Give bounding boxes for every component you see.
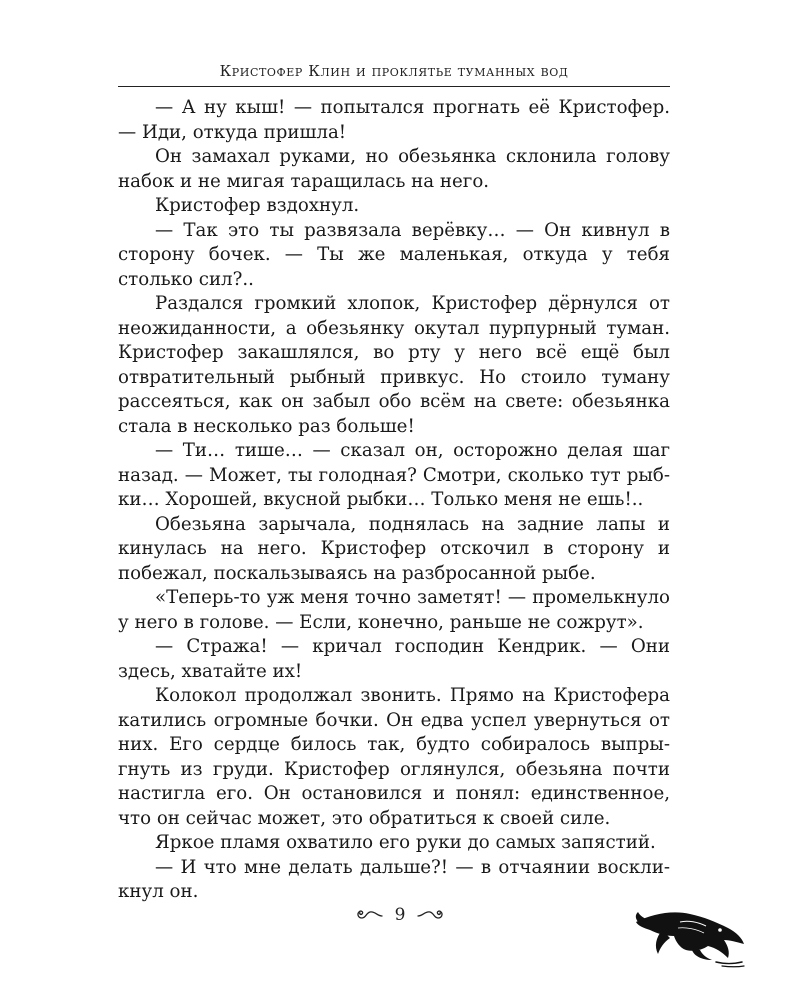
paragraph: «Теперь-то уж меня точно заметят! — промелькнуло у него в голове. — Если, конечно, раньше не сожрут». <box>118 587 670 633</box>
paragraph: — Стража! — кричал господин Кендрик. — Они здесь, хватайте их! <box>118 636 670 682</box>
page-number: 9 <box>394 904 406 925</box>
paragraph: — И что мне делать дальше?! — в отчаянии воскликнул он. <box>118 856 670 902</box>
paragraph: Обезьяна зарычала, поднялась на задние лапы и кинулась на него. Кристофер отскочил в сторону и побежал, поскальзываясь на разбросанной рыбе. <box>118 513 670 584</box>
left-flourish-icon <box>353 907 383 923</box>
body-text <box>118 96 670 905</box>
paragraph: Раздался громкий хлопок, Кристофер дёрнулся от неожиданности, а обезьянку окутал пурпурный туман. Кристофер закашлялся, во рту у него всё ещё был отвратительный рыбный привкус. Но стоило туману рассеяться, как он забыл обо всём на свете: обезьянка стала в несколько раз больше! <box>118 293 670 437</box>
paragraph: Он замахал руками, но обезьянка склонила голову набок и не мигая таращилась на него. <box>118 146 670 192</box>
paragraph: — Ти… тише… — сказал он, осторожно делая шаг назад. — Может, ты голодная? Смотри, сколько тут рыбки… Хорошей, вкусной рыбки… Только меня не ешь!.. <box>118 440 670 510</box>
header-rule <box>118 86 670 87</box>
paragraph: Кристофер вздохнул. <box>155 195 360 216</box>
paragraph: Яркое пламя охватило его руки до самых запястий. <box>155 832 656 853</box>
paragraph: Колокол продолжал звонить. Прямо на Кристофера катились огромные бочки. Он едва успел увернуться от них. Его сердце билось так, будто собиралось выпрыгнуть из груди. Кристофер оглянулся, обезьяна почти настигла его. Он остановился и понял: единственное, что он сейчас может, это обратиться к своей силе. <box>118 685 670 829</box>
sea-creature-icon <box>632 900 750 970</box>
running-header: Кристофер Клин и проклятье туманных вод <box>219 62 569 80</box>
right-flourish-icon <box>417 907 447 923</box>
paragraph: — А ну кыш! — попытался прогнать её Кристофер. — Иди, откуда пришла! <box>118 97 670 143</box>
paragraph: — Так это ты развязала верёвку… — Он кивнул в сторону бочек. — Ты же маленькая, откуда у тебя столько сил?.. <box>118 219 670 290</box>
